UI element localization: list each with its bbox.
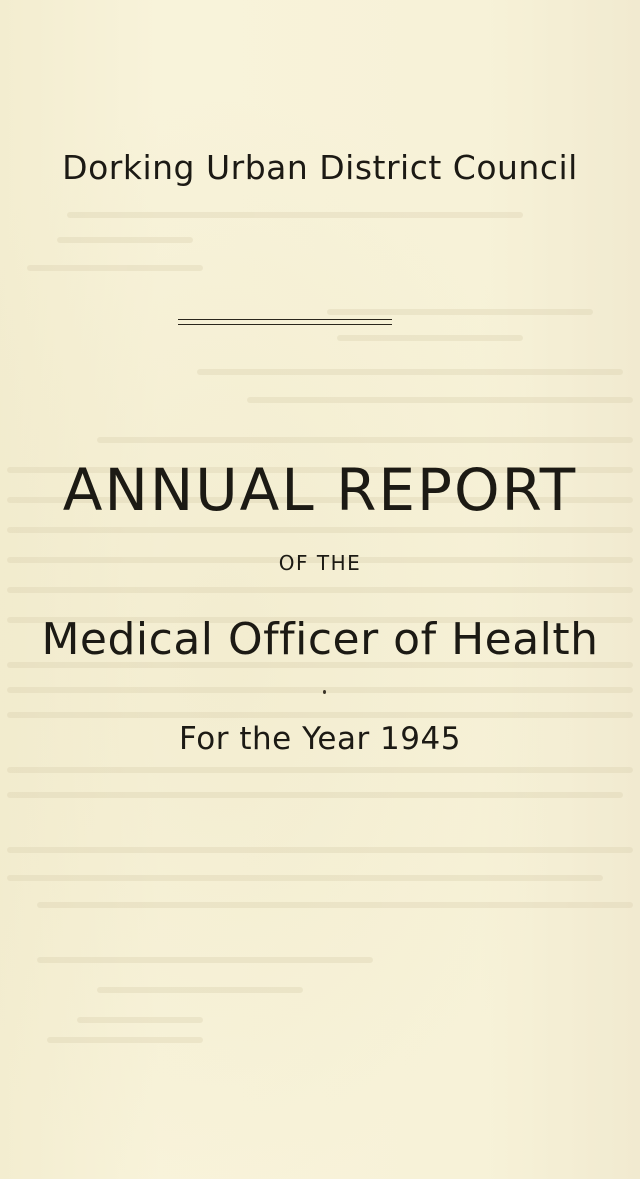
- of-the-label: OF THE: [278, 551, 362, 575]
- divider-rule-top: [178, 319, 392, 320]
- report-year: For the Year 1945: [179, 721, 461, 757]
- divider-rule-bottom: [178, 324, 392, 325]
- council-name: Dorking Urban District Council: [62, 148, 578, 187]
- report-title: ANNUAL REPORT: [62, 456, 578, 524]
- ink-speck: [323, 690, 326, 694]
- officer-title: Medical Officer of Health: [41, 614, 599, 665]
